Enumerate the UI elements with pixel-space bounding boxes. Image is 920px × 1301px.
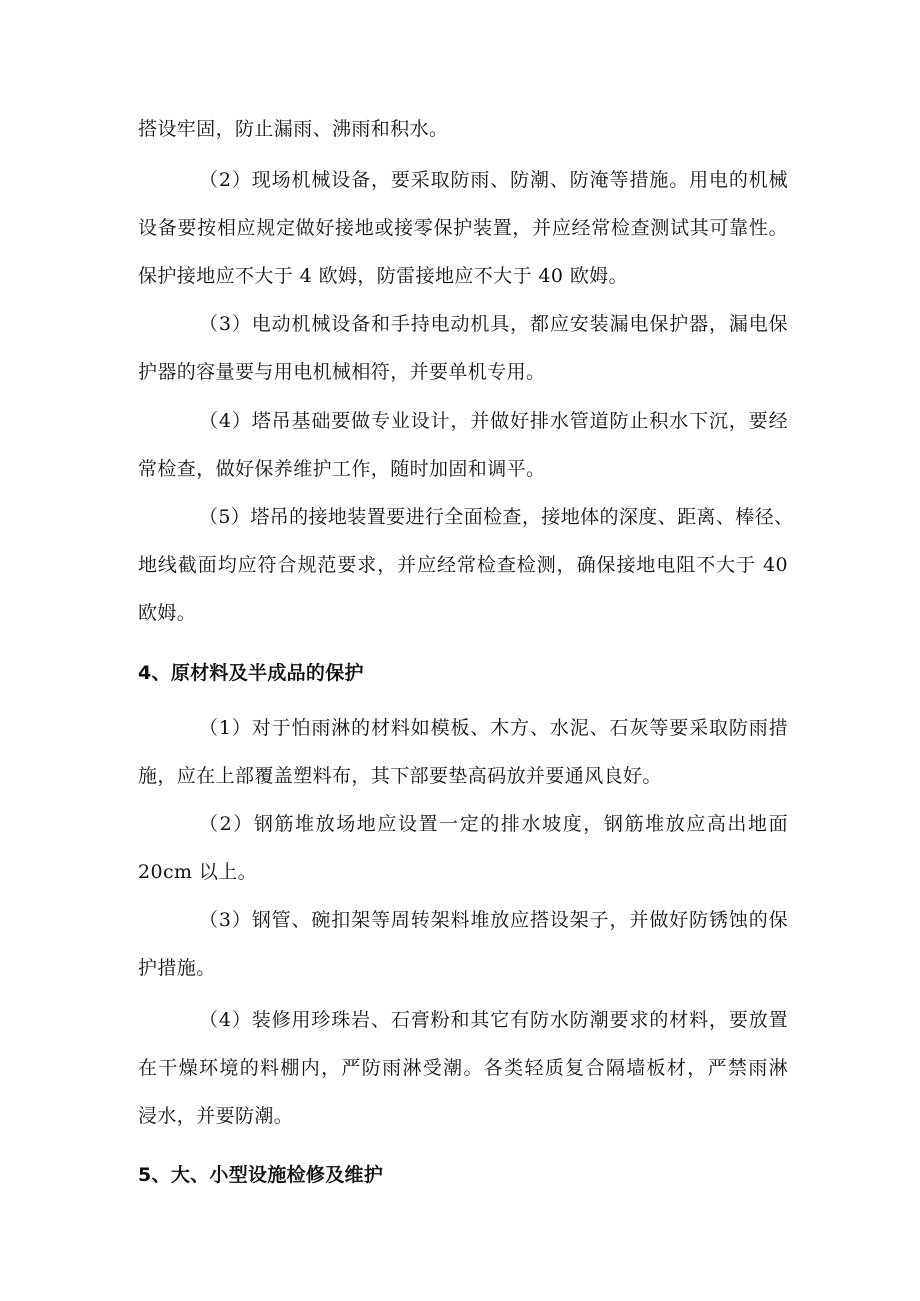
paragraph-line: 搭设牢固，防止漏雨、沸雨和积水。 bbox=[138, 118, 449, 140]
paragraph-line: 护措施。 bbox=[138, 957, 216, 979]
paragraph-line: 在干燥环境的料棚内，严防雨淋受潮。各类轻质复合隔墙板材，严禁雨淋 bbox=[138, 1057, 788, 1079]
paragraph-line: （3）钢管、碗扣架等周转架料堆放应搭设架子，并做好防锈蚀的保 bbox=[199, 909, 788, 931]
paragraph-line: （2）钢筋堆放场地应设置一定的排水坡度，钢筋堆放应高出地面 bbox=[199, 813, 788, 835]
paragraph-line: 浸水，并要防潮。 bbox=[138, 1105, 294, 1127]
paragraph-line: （3）电动机械设备和手持电动机具，都应安装漏电保护器，漏电保 bbox=[199, 313, 788, 335]
paragraph-line: 施，应在上部覆盖塑料布，其下部要垫高码放并要通风良好。 bbox=[138, 765, 662, 787]
paragraph-line: （4）塔吊基础要做专业设计，并做好排水管道防止积水下沉，要经 bbox=[199, 410, 788, 432]
paragraph-line: 欧姆。 bbox=[138, 602, 197, 624]
paragraph-line: 地线截面均应符合规范要求，并应经常检查检测，确保接地电阻不大于 40 bbox=[138, 554, 788, 576]
section-heading-5: 5、大、小型设施检修及维护 bbox=[138, 1164, 384, 1186]
section-heading-4: 4、原材料及半成品的保护 bbox=[138, 662, 364, 684]
paragraph-line: 设备要按相应规定做好接地或接零保护装置，并应经常检查测试其可靠性。 bbox=[138, 217, 788, 239]
paragraph-line: （2）现场机械设备，要采取防雨、防潮、防淹等措施。用电的机械 bbox=[199, 169, 788, 191]
paragraph-line: 护器的容量要与用电机械相符，并要单机专用。 bbox=[138, 361, 546, 383]
paragraph-line: 保护接地应不大于 4 欧姆，防雷接地应不大于 40 欧姆。 bbox=[138, 265, 629, 287]
paragraph-line: （5）塔吊的接地装置要进行全面检查，接地体的深度、距离、棒径、 bbox=[199, 506, 794, 528]
paragraph-line: 常检查，做好保养维护工作，随时加固和调平。 bbox=[138, 458, 546, 480]
paragraph-line: （1）对于怕雨淋的材料如模板、木方、水泥、石灰等要采取防雨措 bbox=[199, 717, 788, 739]
paragraph-line: （4）装修用珍珠岩、石膏粉和其它有防水防潮要求的材料，要放置 bbox=[199, 1009, 788, 1031]
paragraph-line: 20cm 以上。 bbox=[138, 861, 258, 883]
